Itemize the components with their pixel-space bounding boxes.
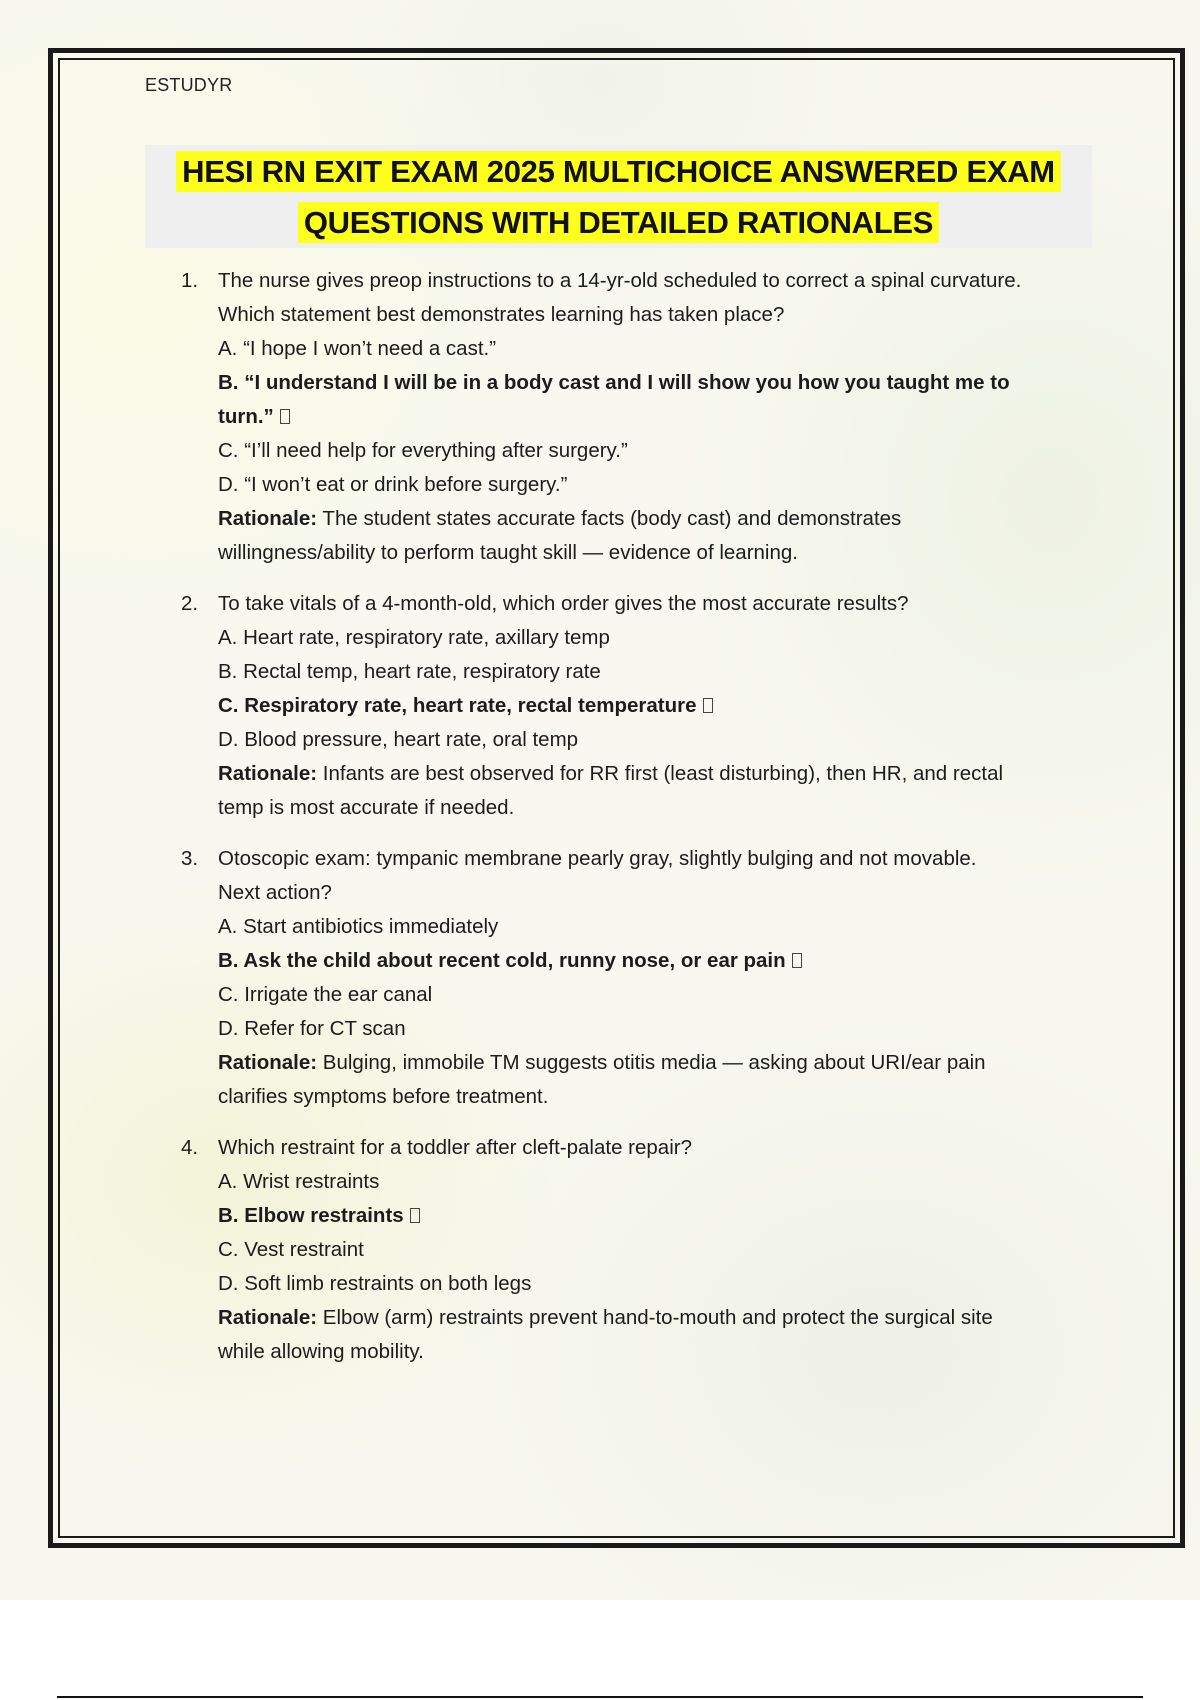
question-number: 4. bbox=[181, 1136, 199, 1159]
option-c: C. “I’ll need help for everything after surgery.” bbox=[218, 439, 628, 462]
option-b-continued-text: turn.” bbox=[218, 405, 274, 428]
rationale-label: Rationale: bbox=[218, 1051, 318, 1074]
correct-answer-marker-icon bbox=[280, 409, 290, 424]
rationale-text-continued: while allowing mobility. bbox=[218, 1340, 424, 1363]
question-item bbox=[0, 842, 1200, 1114]
question-item bbox=[0, 1131, 1200, 1369]
rationale-text: Bulging, immobile TM suggests otitis media — asking about URI/ear pain bbox=[317, 1051, 986, 1074]
option-c: C. Irrigate the ear canal bbox=[218, 983, 433, 1006]
option-a: A. Heart rate, respiratory rate, axillary temp bbox=[218, 626, 610, 649]
question-number: 1. bbox=[181, 269, 199, 292]
option-a: A. Start antibiotics immediately bbox=[218, 915, 499, 938]
option-a: A. “I hope I won’t need a cast.” bbox=[218, 337, 497, 360]
question-list bbox=[0, 264, 1200, 1386]
question-item bbox=[0, 264, 1200, 570]
option-b-correct bbox=[218, 1199, 1098, 1233]
option-b-text: B. Elbow restraints bbox=[218, 1204, 404, 1227]
brand-label: ESTUDYR bbox=[145, 75, 233, 95]
option-d: D. “I won’t eat or drink before surgery.” bbox=[218, 473, 568, 496]
question-number: 2. bbox=[181, 592, 199, 615]
option-d: D. Refer for CT scan bbox=[218, 1017, 406, 1040]
option-d: D. Blood pressure, heart rate, oral temp bbox=[218, 728, 579, 751]
rationale-text-continued: willingness/ability to perform taught skill — evidence of learning. bbox=[218, 541, 798, 564]
option-b-correct bbox=[218, 944, 1098, 978]
question-stem: Which restraint for a toddler after cleft-palate repair? bbox=[218, 1136, 692, 1159]
question-body bbox=[218, 264, 1098, 570]
rationale-text: Elbow (arm) restraints prevent hand-to-mouth and protect the surgical site bbox=[317, 1306, 993, 1329]
option-b: B. Rectal temp, heart rate, respiratory rate bbox=[218, 660, 601, 683]
option-d: D. Soft limb restraints on both legs bbox=[218, 1272, 532, 1295]
option-c-text: C. Respiratory rate, heart rate, rectal temperature bbox=[218, 694, 697, 717]
option-c-correct bbox=[218, 689, 1098, 723]
option-b-correct-continued bbox=[218, 400, 1098, 434]
title-line-2: QUESTIONS WITH DETAILED RATIONALES bbox=[298, 202, 939, 243]
question-body bbox=[218, 587, 1098, 825]
rationale bbox=[218, 757, 1098, 791]
document-title bbox=[145, 145, 1092, 248]
option-b-text: B. Ask the child about recent cold, runny nose, or ear pain bbox=[218, 949, 786, 972]
title-line-1: HESI RN EXIT EXAM 2025 MULTICHOICE ANSWERED EXAM bbox=[176, 151, 1061, 192]
question-stem: Next action? bbox=[218, 881, 332, 904]
question-body bbox=[218, 1131, 1098, 1369]
question-body bbox=[218, 842, 1098, 1114]
correct-answer-marker-icon bbox=[410, 1208, 420, 1223]
rationale-label: Rationale: bbox=[218, 762, 318, 785]
option-c: C. Vest restraint bbox=[218, 1238, 364, 1261]
rationale bbox=[218, 1046, 1098, 1080]
question-stem: Which statement best demonstrates learning has taken place? bbox=[218, 303, 785, 326]
option-a: A. Wrist restraints bbox=[218, 1170, 380, 1193]
option-b-correct: B. “I understand I will be in a body cast and I will show you how you taught me to bbox=[218, 371, 1010, 394]
question-number: 3. bbox=[181, 847, 199, 870]
footer-rule bbox=[57, 1696, 1143, 1698]
question-stem: To take vitals of a 4-month-old, which order gives the most accurate results? bbox=[218, 592, 909, 615]
rationale-label: Rationale: bbox=[218, 507, 318, 530]
rationale-text: The student states accurate facts (body cast) and demonstrates bbox=[317, 507, 902, 530]
rationale-label: Rationale: bbox=[218, 1306, 318, 1329]
rationale-text-continued: clarifies symptoms before treatment. bbox=[218, 1085, 549, 1108]
question-item bbox=[0, 587, 1200, 825]
question-stem: The nurse gives preop instructions to a 14-yr-old scheduled to correct a spinal curvature. bbox=[218, 269, 1022, 292]
rationale-text: Infants are best observed for RR first (least disturbing), then HR, and rectal bbox=[317, 762, 1004, 785]
rationale bbox=[218, 502, 1098, 536]
rationale bbox=[218, 1301, 1098, 1335]
question-stem: Otoscopic exam: tympanic membrane pearly gray, slightly bulging and not movable. bbox=[218, 847, 977, 870]
correct-answer-marker-icon bbox=[792, 953, 802, 968]
correct-answer-marker-icon bbox=[703, 698, 713, 713]
rationale-text-continued: temp is most accurate if needed. bbox=[218, 796, 515, 819]
